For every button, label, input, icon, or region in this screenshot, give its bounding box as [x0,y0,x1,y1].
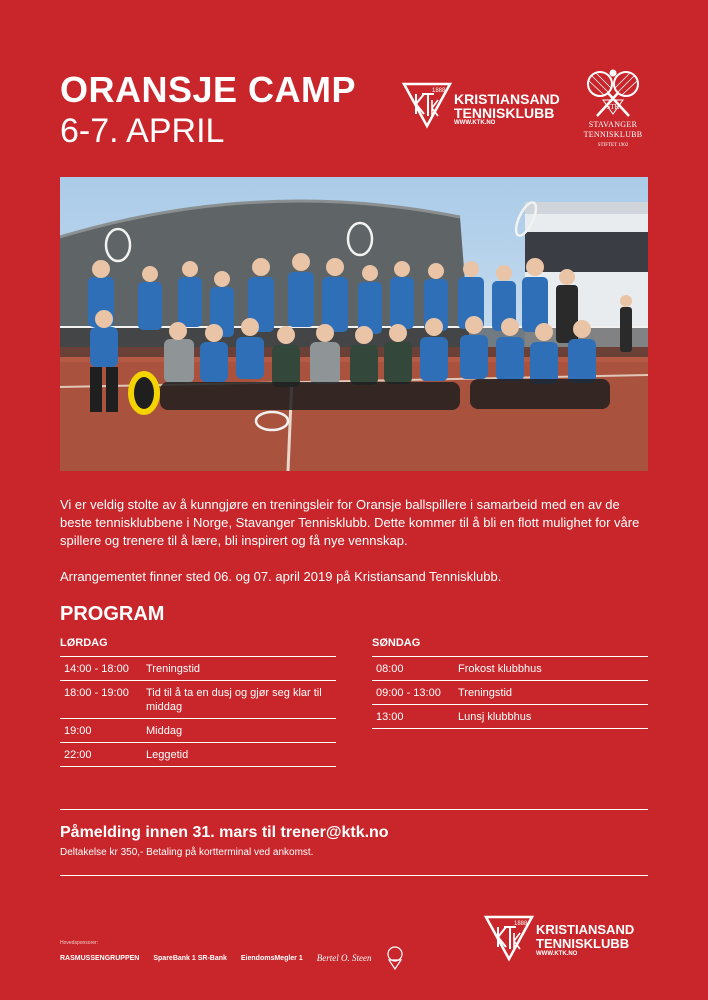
ktk-emblem-icon [402,80,452,130]
ktk-logo-footer [484,913,654,965]
schedule-activity: Tid til å ta en dusj og gjør seg klar til middag [146,687,322,713]
ktk-name-line2: TENNISKLUBB [454,105,555,121]
crest-icon [385,946,405,970]
stk-logo [578,68,648,154]
schedule-activity: Frokost klubbhus [458,663,542,675]
schedule-activity: Middag [146,725,183,737]
schedule-time: 09:00 - 13:00 [376,687,441,699]
sunday-label: SØNDAG [372,637,421,649]
schedule-time: 14:00 - 18:00 [64,663,129,675]
schedule-row [372,704,648,729]
event-date: 6-7. APRIL [60,112,225,150]
schedule-row [60,718,336,742]
schedule-row [372,656,648,680]
schedule-activity: Treningstid [458,687,513,699]
schedule-row [60,742,336,767]
registration-title: Påmelding innen 31. mars til trener@ktk.no [60,824,389,841]
ktk-logo [402,80,572,130]
stk-name-line2: TENNISKLUBB [583,130,643,139]
tennis-rackets-icon [583,68,643,120]
intro-text [60,496,650,604]
page-title: ORANSJE CAMP [60,69,357,110]
schedule-activity: Treningstid [146,663,201,675]
sponsor-list [60,948,405,968]
svg-text:STK: STK [606,103,620,111]
schedule-activity: Lunsj klubbhus [458,711,532,723]
schedule-time: 19:00 [64,725,92,737]
sponsor-item: SpareBank 1 SR-Bank [153,954,227,962]
ktk-name-line2: TENNISKLUBB [536,936,630,951]
intro-paragraph-2: Arrangementet finner sted 06. og 07. april 2019 på Kristiansand Tennisklubb. [60,569,502,584]
registration-subtitle: Deltakelse kr 350,- Betaling på kortterminal ved ankomst. [60,847,314,858]
saturday-schedule [60,656,336,767]
ktk-name-line1: KRISTIANSAND [454,91,560,107]
schedule-row [60,680,336,718]
schedule-activity: Leggetid [146,749,189,761]
divider [60,809,648,810]
stk-established: STIFTET 1902 [597,143,629,148]
ktk-website: WWW.KTK.NO [454,120,496,126]
sponsor-item: EiendomsMegler 1 [240,954,303,962]
sunday-schedule [372,656,648,729]
schedule-time: 13:00 [376,711,404,723]
schedule-time: 22:00 [64,749,92,761]
schedule-time: 18:00 - 19:00 [64,687,129,699]
sponsor-item: Bertel O. Steen [316,953,372,963]
intro-paragraph-1: Vi er veldig stolte av å kunngjøre en treningsleir for Oransje ballspillere i samarbeid med en av de beste tennisklubbene i Norge, Stavanger Tennisklubb. Dette kommer til å bli en flott mulighet for våre spillere og trenere til å lære, bli inspirert og få nye vennskap. [60,497,640,548]
schedule-row [372,680,648,704]
svg-text:1888: 1888 [432,88,446,94]
sponsor-item: RASMUSSENGRUPPEN [60,954,140,962]
svg-text:1888: 1888 [514,921,528,927]
sponsor-label: Hovedsponsorer: [60,940,99,946]
group-photo-illustration [60,177,648,471]
ktk-website: WWW.KTK.NO [536,951,578,957]
ktk-emblem-icon [484,913,534,963]
program-title: PROGRAM [60,603,165,625]
divider [60,875,648,876]
saturday-label: LØRDAG [60,637,108,649]
schedule-row [60,656,336,680]
ktk-name-line1: KRISTIANSAND [536,922,635,937]
group-photo [60,177,648,471]
schedule-time: 08:00 [376,663,404,675]
stk-name-line1: STAVANGER [588,120,638,129]
